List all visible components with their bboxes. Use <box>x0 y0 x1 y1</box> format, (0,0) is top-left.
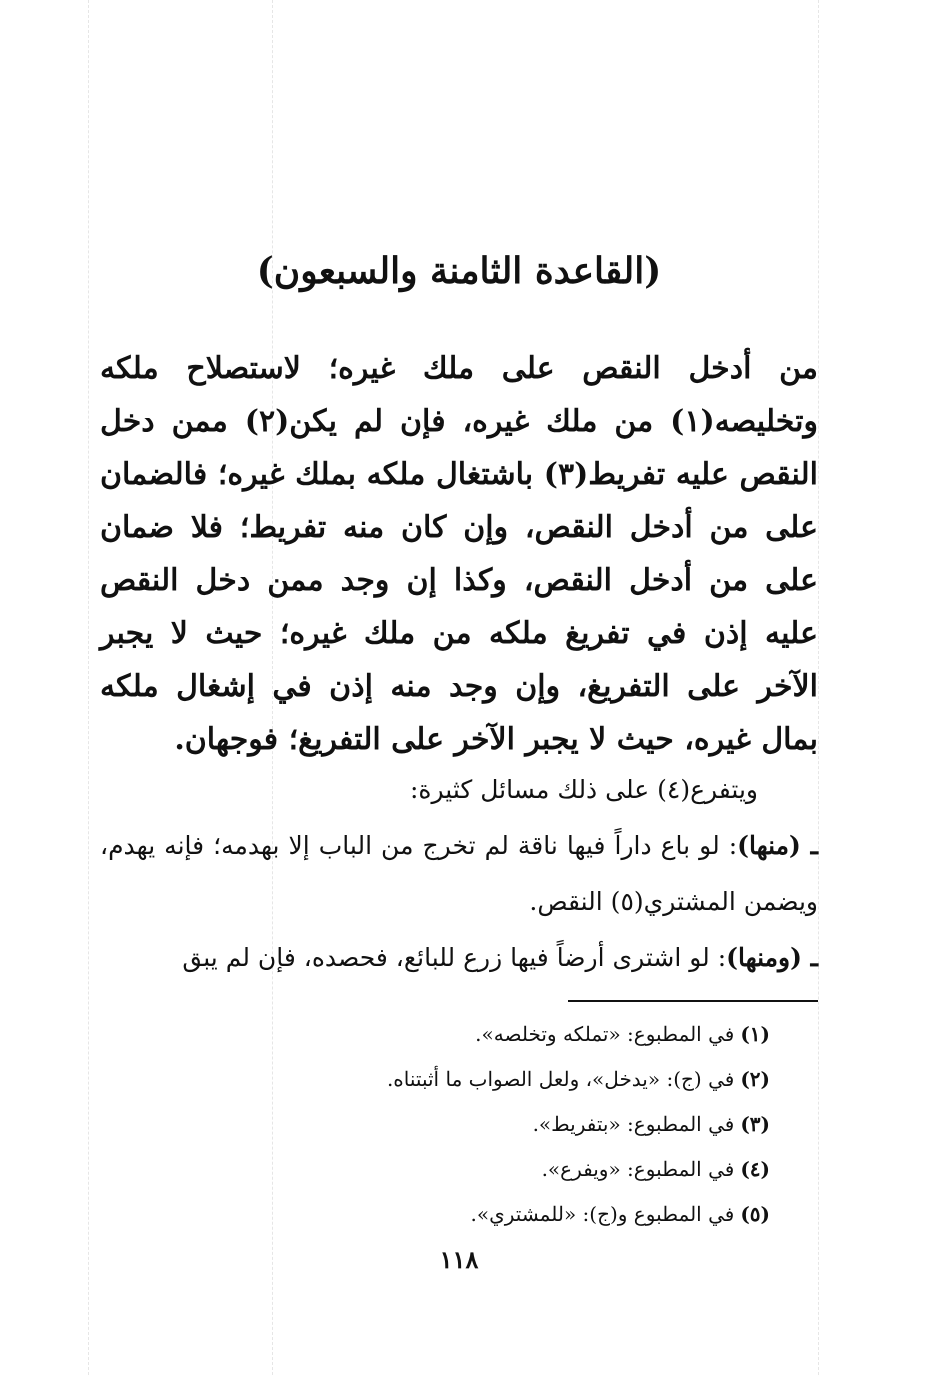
body-text <box>100 762 818 986</box>
example-lead: ـ (منها) <box>737 831 819 860</box>
book-page <box>100 0 818 1375</box>
footnote-text: في المطبوع: «ويفرع». <box>541 1157 735 1181</box>
footnote <box>100 1057 770 1102</box>
footnote <box>100 1102 770 1147</box>
footnote-number: (٢) <box>740 1067 770 1091</box>
example-lead: ـ (ومنها) <box>726 943 818 972</box>
example-text: : لو باع داراً فيها ناقة لم تخرج من الباب إلا بهدمه؛ فإنه يهدم، ويضمن المشتري(٥) النقص. <box>100 831 818 916</box>
footnote <box>100 1147 770 1192</box>
footnote-number: (٣) <box>740 1112 770 1136</box>
chapter-title: (القاعدة الثامنة والسبعون) <box>256 250 662 292</box>
scan-guide-line <box>818 0 819 1375</box>
footnote-number: (٥) <box>740 1202 770 1226</box>
footnote-text: في المطبوع و(ج): «للمشتري». <box>470 1202 735 1226</box>
example-text: : لو اشترى أرضاً فيها زرع للبائع، فحصده، فإن لم يبق <box>182 943 727 972</box>
footnotes <box>100 1012 770 1237</box>
footnote-text: في المطبوع: «بتفريط». <box>532 1112 735 1136</box>
scan-guide-line <box>88 0 89 1375</box>
footnote-number: (٤) <box>740 1157 770 1181</box>
footnote <box>100 1012 770 1057</box>
footnote-divider <box>568 1000 818 1002</box>
rule-statement: من أدخل النقص على ملك غيره؛ لاستصلاح ملكه وتخليصه(١) من ملك غيره، فإن لم يكن(٢) ممن دخل النقص عليه تفريط(٣) باشتغال ملكه بملك غيره؛ فالضمان على من أدخل النقص، وإن كان منه تفريط؛ فلا ضمان على من أدخل النقص، وكذا إن وجد ممن دخل النقص عليه إذن في تفريغ ملكه من ملك غيره؛ حيث لا يجبر الآخر على التفريغ، وإن وجد منه إذن في إشغال ملكه بمال غيره، حيث لا يجبر الآخر على التفريغ؛ فوجهان. <box>100 351 819 757</box>
intro-paragraph: ويتفرع(٤) على ذلك مسائل كثيرة: <box>409 775 758 804</box>
example-paragraph <box>100 818 818 930</box>
footnote-text: في المطبوع: «تملكه وتخلصه». <box>475 1022 735 1046</box>
page-number: ١١٨ <box>439 1245 479 1274</box>
footnote <box>100 1192 770 1237</box>
example-paragraph <box>100 930 818 986</box>
footnote-number: (١) <box>740 1022 770 1046</box>
footnote-text: في (ج): «يدخل»، ولعل الصواب ما أثبتناه. <box>386 1067 735 1091</box>
